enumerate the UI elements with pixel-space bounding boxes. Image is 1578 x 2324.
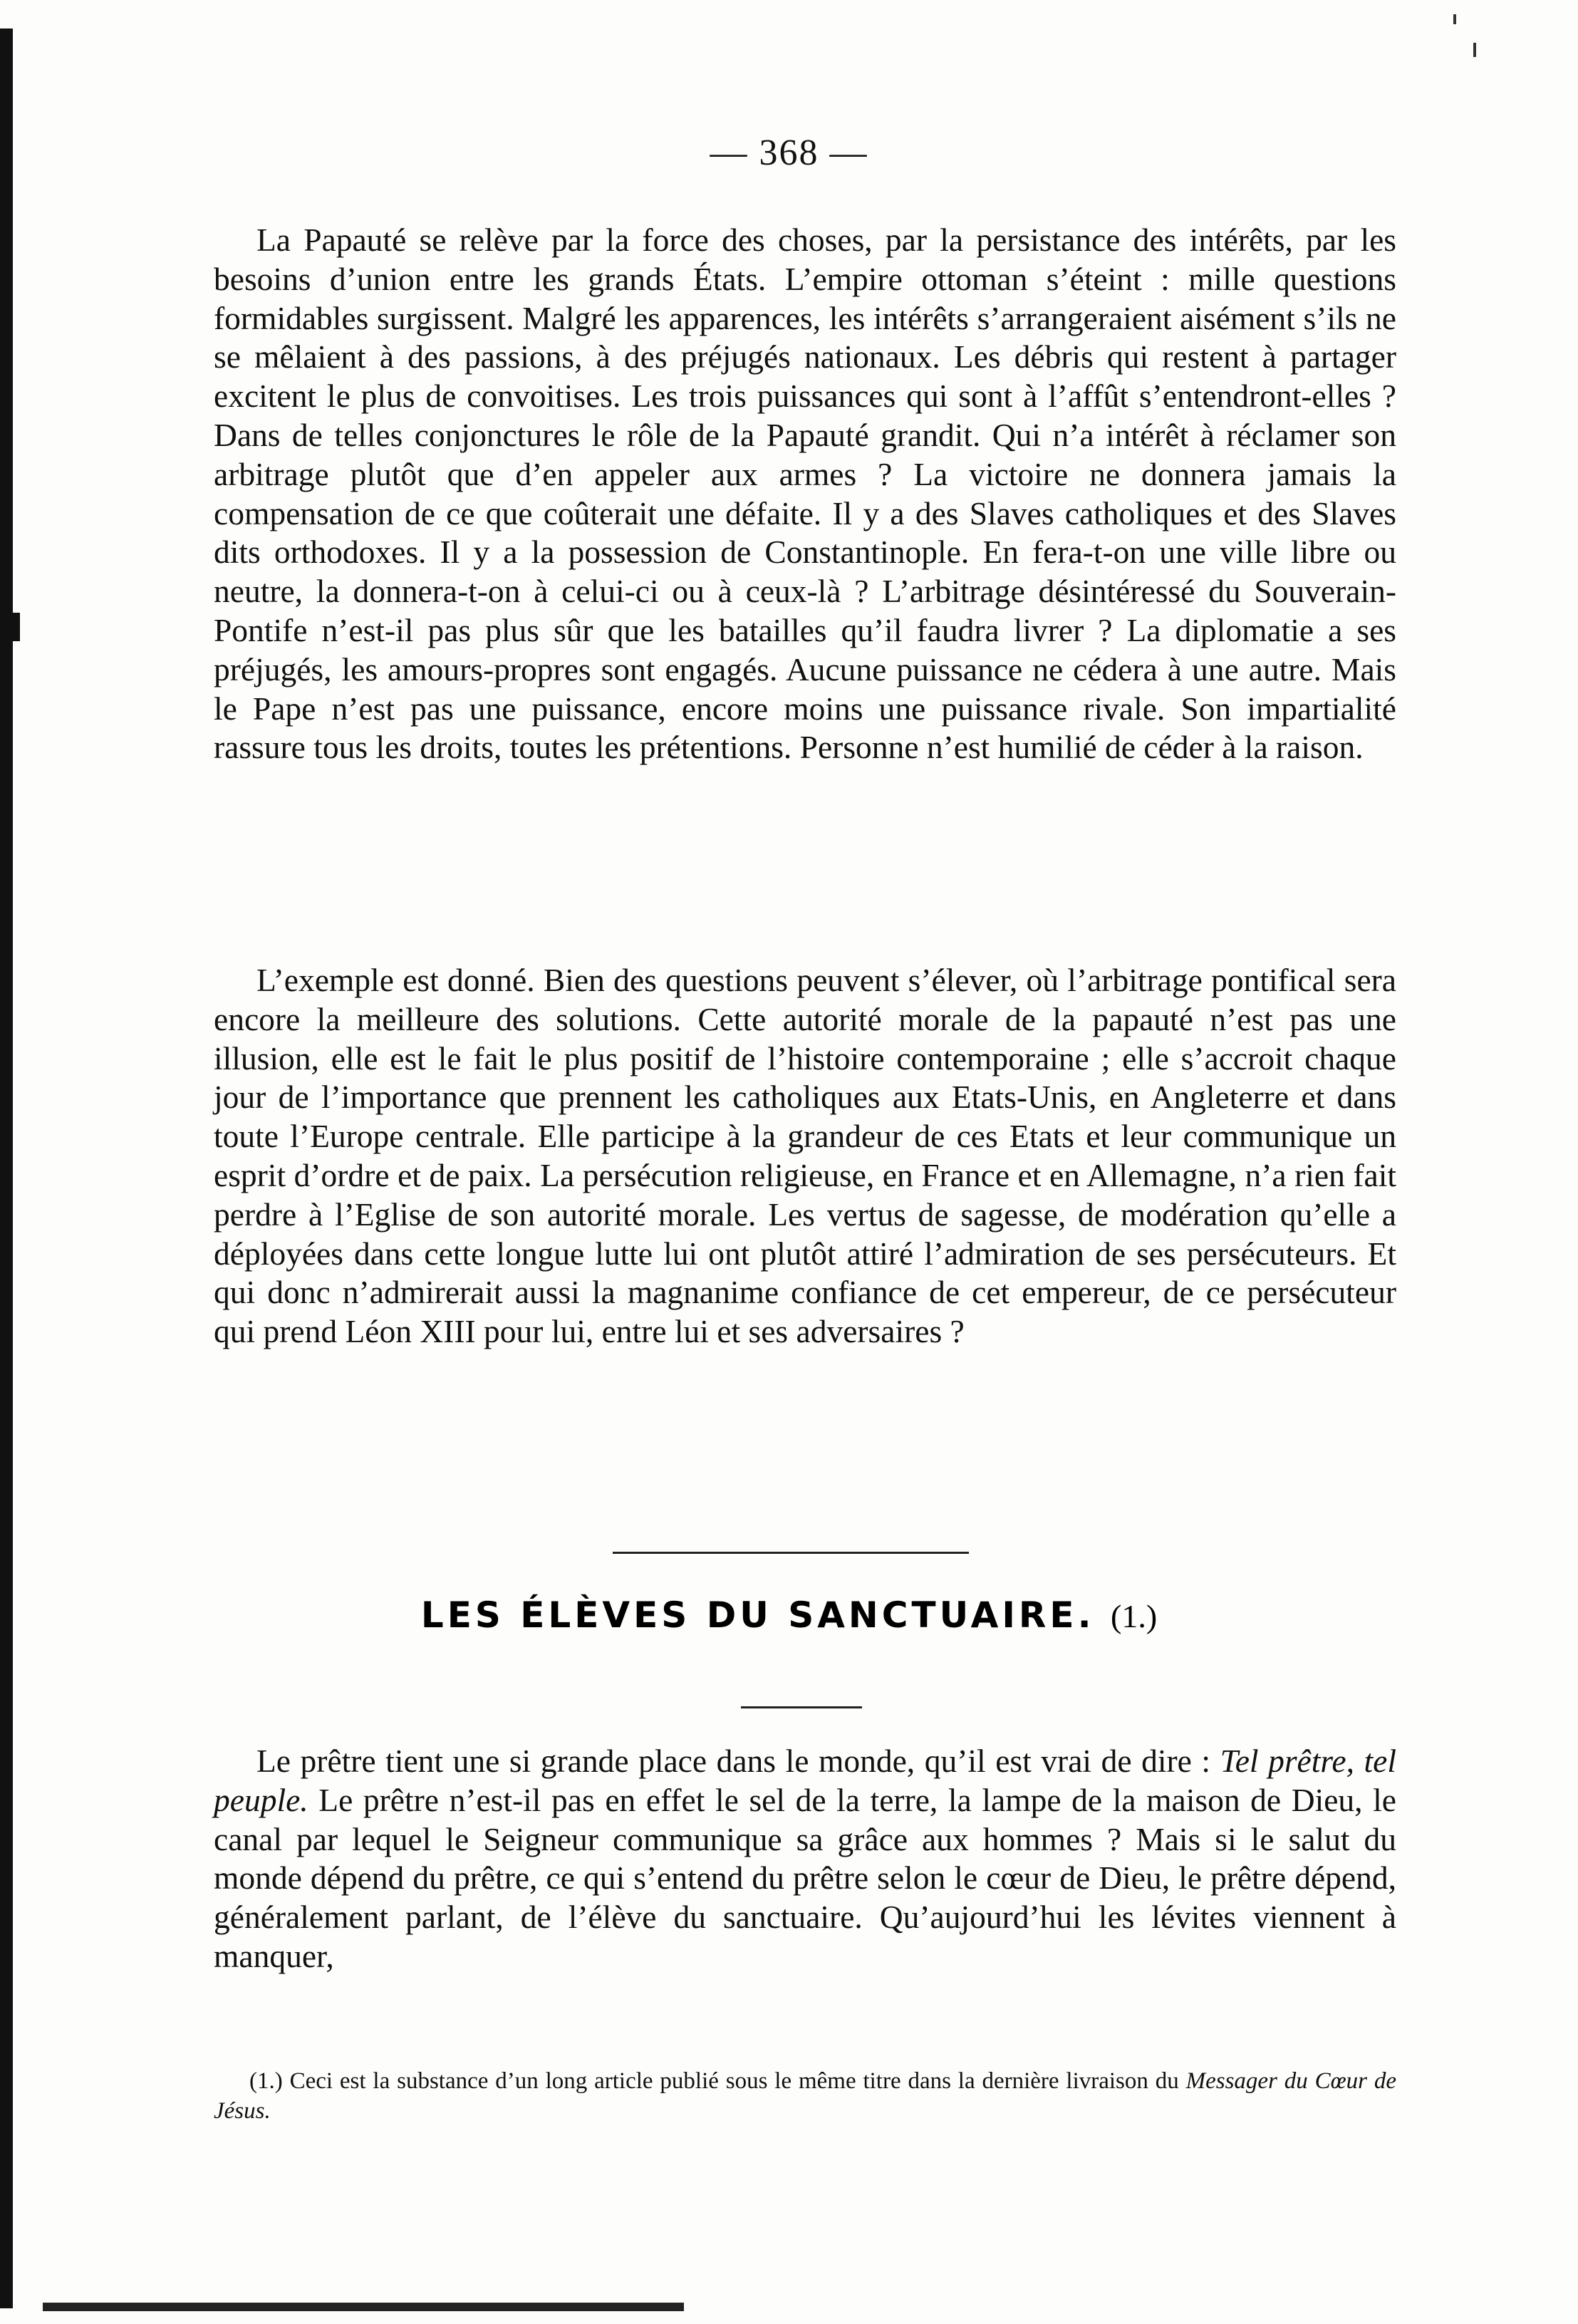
section-paragraph (214, 1742, 1396, 1976)
scan-specks (1453, 14, 1482, 71)
footnote-italic: Messager du Cœur de Jésus. (214, 2068, 1396, 2124)
paragraph-1-block (214, 221, 1396, 767)
section-paragraph-text-2: Le prêtre n’est-il pas en effet le sel de la terre, la lampe de la maison de Dieu, le canal par lequel le Seigneur communique sa grâce aux hommes ? Mais si le salut du monde dépend du prêtre, ce qui s’entend du prêtre selon le cœur de Dieu, le prêtre dépend, généralement parlant, de l’élève du sanctuaire. Qu’aujourd’hui les lévites viennent à manquer, (214, 1781, 1396, 1974)
paragraph-2-block (214, 961, 1396, 1352)
scan-bottom-edge (43, 2303, 684, 2311)
footnote-block (214, 2066, 1396, 2126)
section-title-text: LES ÉLÈVES DU SANCTUAIRE. (420, 1594, 1095, 1636)
section-heading (0, 1594, 1578, 1636)
section-paragraph-text-1: Le prêtre tient une si grande place dans le monde, qu’il est vrai de dire : (256, 1743, 1220, 1779)
section-divider-top (613, 1552, 969, 1554)
section-paragraph-block (214, 1742, 1396, 1976)
scan-binding-edge (0, 28, 13, 2308)
footnote-reference: (1.) (1111, 1598, 1158, 1634)
scan-edge-notch (7, 613, 20, 641)
section-divider-bottom (741, 1706, 862, 1708)
paragraph-1: La Papauté se relève par la force des choses, par la persistance des intérêts, par les besoins d’union entre les grands États. L’empire ottoman s’éteint : mille questions formidables surgissent. Malgré les apparences, les intérêts s’arrangeraient aisément s’ils ne se mêlaient à des passions, à des préjugés nationaux. Les débris qui restent à partager excitent le plus de convoitises. Les trois puissances qui sont à l’affût s’entendront-elles ? Dans de telles conjonctures le rôle de la Papauté grandit. Qui n’a intérêt à réclamer son arbitrage plutôt que d’en appeler aux armes ? La victoire ne donnera jamais la compensation de ce que coûterait une défaite. Il y a des Slaves catholiques et des Slaves dits orthodoxes. Il y a la possession de Constantinople. En fera-t-on une ville libre ou neutre, la donnera-t-on à celui-ci ou à ceux-là ? L’arbitrage désintéressé du Souverain-Pontife n’est-il pas plus sûr que les batailles qu’il faudra livrer ? La diplomatie a ses préjugés, les amours-propres sont engagés. Aucune puissance ne cédera à une autre. Mais le Pape n’est pas une puissance, encore moins une puissance rivale. Son impartialité rassure tous les droits, toutes les prétentions. Personne n’est humilié de céder à la raison. (214, 222, 1396, 766)
footnote-text-1: (1.) Ceci est la substance d’un long article publié sous le même titre dans la dernière livraison du (249, 2068, 1186, 2094)
paragraph-2: L’exemple est donné. Bien des questions peuvent s’élever, où l’arbitrage pontifical sera encore la meilleure des solutions. Cette autorité morale de la papauté n’est pas une illusion, elle est le fait le plus positif de l’histoire contemporaine ; elle s’accroit chaque jour de l’importance que prennent les catholiques aux Etats-Unis, en Angleterre et dans toute l’Europe centrale. Elle participe à la grandeur de ces Etats et leur communique un esprit d’ordre et de paix. La persécution religieuse, en France et en Allemagne, n’a rien fait perdre à l’Eglise de son autorité morale. Les vertus de sagesse, de modération qu’elle a déployées dans cette longue lutte lui ont plutôt attiré l’admiration de ses persécuteurs. Et qui donc n’admirerait aussi la magnanime confiance de cet empereur, de ce persécuteur qui prend Léon XIII pour lui, entre lui et ses adversaires ? (214, 962, 1396, 1350)
section-paragraph-italic: Tel prêtre, tel peuple. (214, 1743, 1397, 1818)
page-number: — 368 — (710, 133, 868, 173)
footnote (214, 2066, 1396, 2126)
